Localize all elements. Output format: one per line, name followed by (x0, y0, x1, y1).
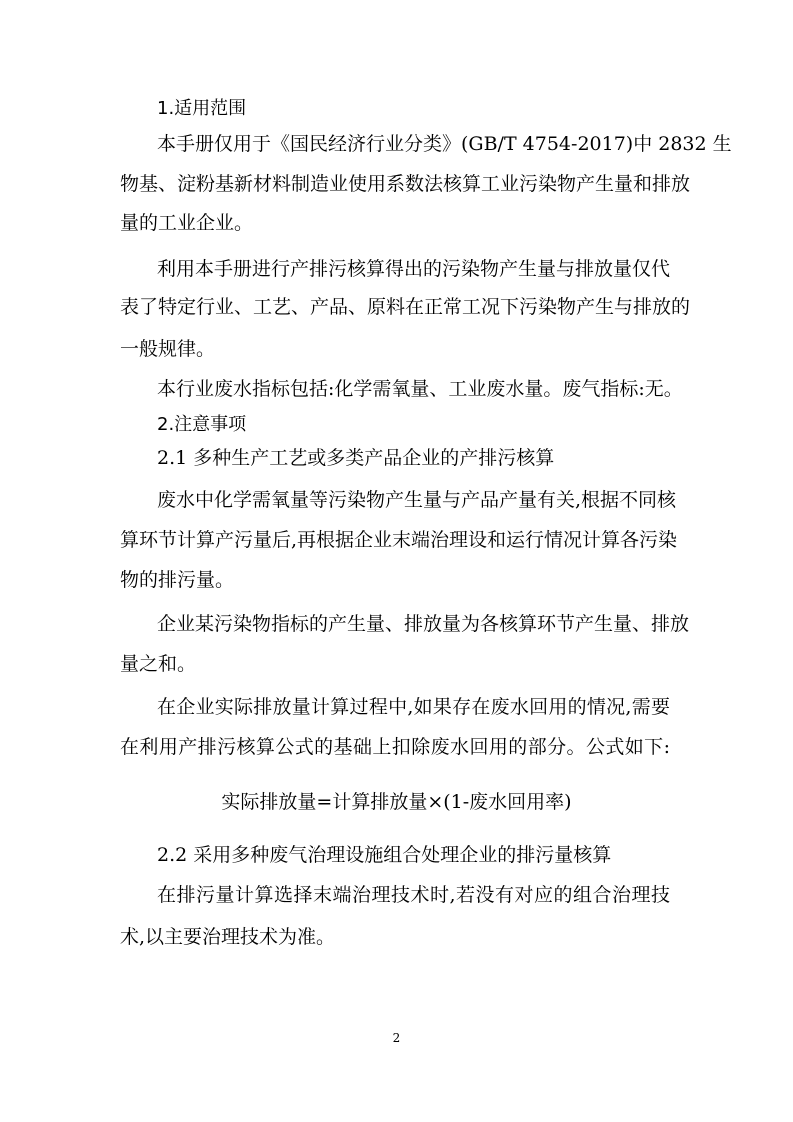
section2-title: 2.注意事项 (157, 414, 247, 435)
sub1-para1-line1: 废水中化学需氧量等污染物产生量与产品产量有关,根据不同核 (157, 489, 677, 511)
page-number: 2 (392, 1031, 401, 1045)
sub1-para1-line2: 算环节计算产污量后,再根据企业末端治理设和运行情况计算各污染 (120, 529, 678, 551)
subsection-2-1-title: 2.1 多种生产工艺或多类产品企业的产排污核算 (157, 447, 555, 469)
sub1-para3-line2: 在利用产排污核算公式的基础上扣除废水回用的部分。公式如下: (120, 736, 670, 758)
sub1-para2-line2: 量之和。 (120, 653, 197, 675)
section1-para2-line3: 一般规律。 (120, 338, 216, 360)
section1-para3: 本行业废水指标包括:化学需氧量、工业废水量。废气指标:无。 (157, 378, 683, 400)
sub2-para1-line2: 术,以主要治理技术为准。 (120, 926, 336, 948)
sub1-para3-line1: 在企业实际排放量计算过程中,如果存在废水回用的情况,需要 (157, 696, 670, 718)
sub2-para1-line1: 在排污量计算选择末端治理技术时,若没有对应的组合治理技 (157, 884, 670, 906)
sub1-para1-line3: 物的排污量。 (120, 569, 235, 591)
section1-para2-line1: 利用本手册进行产排污核算得出的污染物产生量与排放量仅代 (157, 258, 671, 280)
sub1-para2-line1: 企业某污染物指标的产生量、排放量为各核算环节产生量、排放 (157, 613, 690, 635)
section1-para1-line3: 量的工业企业。 (120, 212, 254, 234)
subsection-2-2-title: 2.2 采用多种废气治理设施组合处理企业的排污量核算 (157, 844, 612, 866)
section1-para2-line2: 表了特定行业、工艺、产品、原料在正常工况下污染物产生与排放的 (120, 296, 691, 318)
section1-para1-line1: 本手册仅用于《国民经济行业分类》(GB/T 4754-2017)中 2832 生 (157, 133, 732, 155)
section1-title: 1.适用范围 (157, 98, 247, 119)
section1-para1-line2: 物基、淀粉基新材料制造业使用系数法核算工业污染物产生量和排放 (120, 173, 691, 195)
formula: 实际排放量=计算排放量×(1-废水回用率) (221, 791, 572, 813)
